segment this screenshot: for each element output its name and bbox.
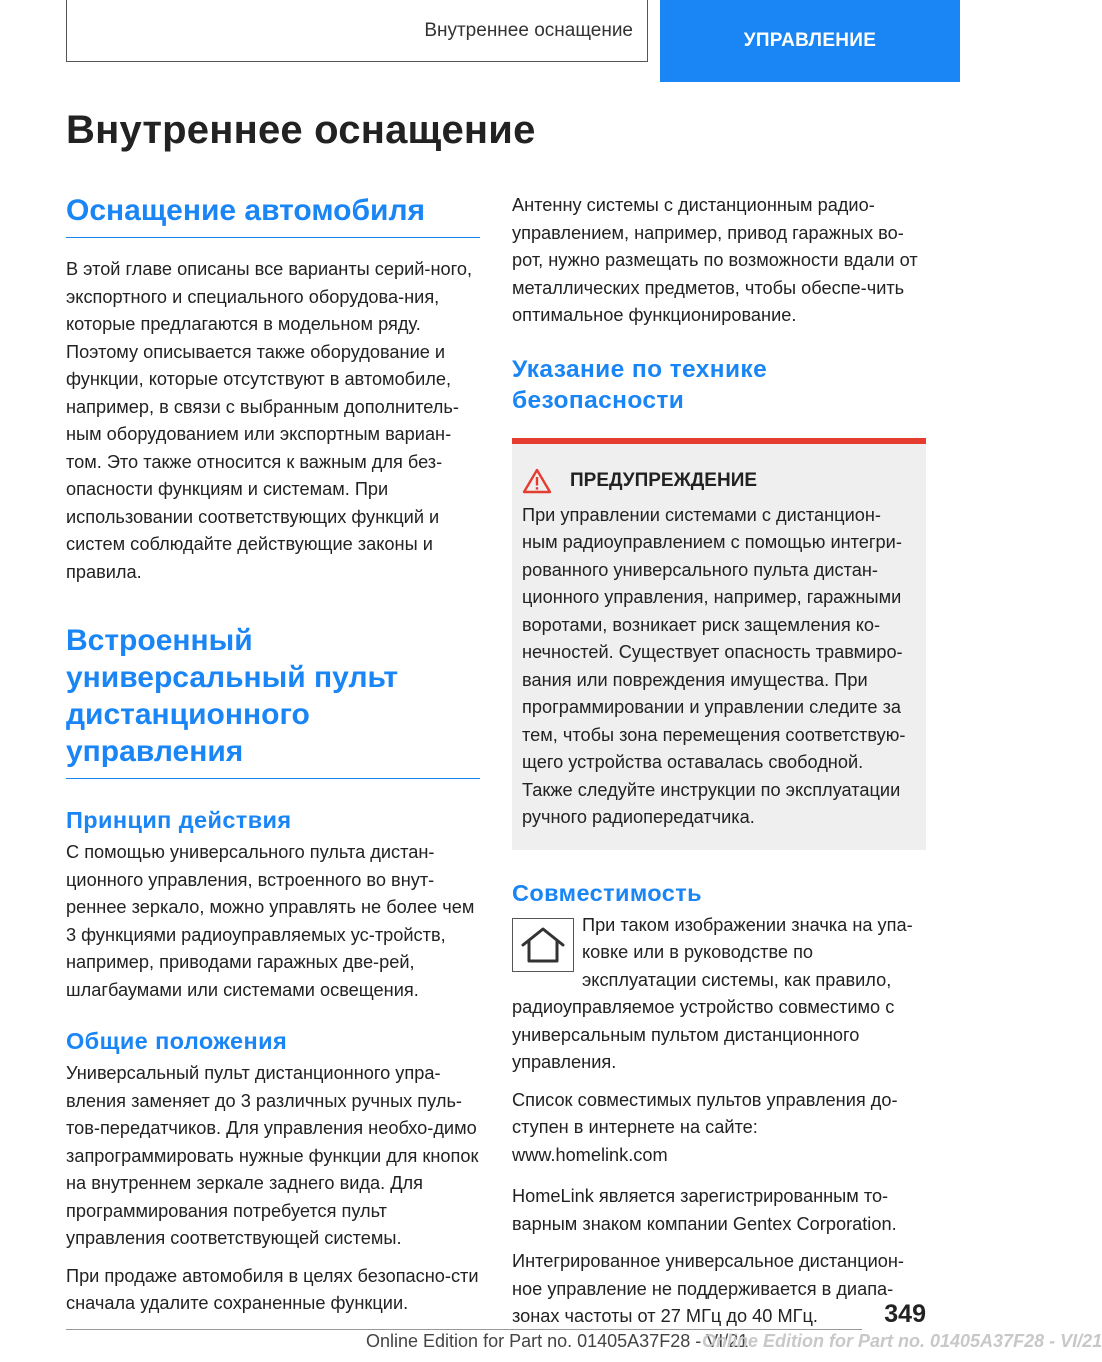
header-chapter-tab — [66, 0, 648, 62]
frequency-text: Интегрированное универсальное дистанцион-ное управление не поддерживается в диапа-зонах частоты от 27 МГц до 40 МГц. — [512, 1251, 904, 1326]
equipment-heading: Оснащение автомобиля — [66, 192, 480, 238]
homelink-url[interactable]: www.homelink.com — [512, 1144, 668, 1165]
page-title: Внутреннее оснащение — [66, 108, 536, 152]
left-column — [66, 192, 480, 1328]
warning-triangle-icon — [522, 468, 552, 494]
footer-rule — [66, 1329, 862, 1330]
trademark-text: HomeLink является зарегистрированным то-варным знаком компании Gentex Corporation. — [512, 1186, 897, 1234]
header-chapter: Внутреннее оснащение — [424, 19, 633, 41]
page-number: 349 — [884, 1300, 926, 1328]
house-garage-icon — [512, 918, 574, 972]
footer-watermark: Online Edition for Part no. 01405A37F28 - VI/21 — [702, 1331, 1102, 1351]
antenna-text: Антенну системы с дистанционным радио-управлением, например, привод гаражных во-рот, нужно размещать по возможности вдали от металлических предметов, чтобы обеспе-чить оптимальное функционирование. — [512, 195, 918, 325]
house-icon — [519, 925, 567, 965]
header-section: УПРАВЛЕНИЕ — [743, 30, 877, 51]
remote-heading: Встроенный универсальный пульт дистанционного управления — [66, 622, 480, 779]
compat-heading: Совместимость — [512, 879, 702, 906]
warning-header — [522, 468, 916, 494]
general-heading: Общие положения — [66, 1028, 288, 1054]
equipment-text: В этой главе описаны все варианты серий-ного, экспортного и специального оборудова-ния, которые предлагаются в модельном ряду. Поэтому описывается также оборудование и функции, которые отсутствуют в автомобиле, например, в связи с выбранным дополнитель-ным оборудованием или экспортным вариан-том. Это также относится к важным для без-опасности функциям и системам. При использовании соответствующих функций и систем соблюдайте действующие законы и правила. — [66, 259, 473, 582]
warning-box — [512, 438, 926, 850]
list-text: Список совместимых пультов управления до-ступен в интернете на сайте: — [512, 1089, 898, 1137]
right-column — [512, 192, 926, 1341]
principle-text: С помощью универсального пульта дистан-ционного управления, встроенного во внут-реннее зеркало, можно управлять не более чем 3 функциями радиоуправляемых ус-тройств, например, приводами гаражных две-рей, шлагбаумами или системами освещения. — [66, 842, 475, 1000]
safety-heading: Указание по технике безопасности — [512, 355, 768, 414]
warning-title: ПРЕДУПРЕЖДЕНИЕ — [570, 469, 758, 491]
principle-heading: Принцип действия — [66, 807, 292, 833]
warning-text: При управлении системами с дистанцион-ным радиоуправлением с помощью интегри-рованного универсального пульта дистан-ционного управления, например, гаражными воротами, возникает риск защемления ко-нечностей. Существует опасность травмиро-вания или повреждения имущества. При программировании и управлении следите за тем, чтобы зона перемещения соответствую-щего устройства оставалась свободной. Также следуйте инструкции по эксплуатации ручного радиопередатчика. — [522, 504, 906, 827]
header-section-tab — [660, 0, 960, 82]
general-text-1: Универсальный пульт дистанционного упра-вления заменяет до 3 различных ручных пуль-тов-передатчиков. Для управления необхо-димо запрограммировать нужные функции для кнопок на внутреннем зеркале заднего вида. Для программирования потребуется пульт управления соответствующей системы. — [66, 1063, 479, 1248]
footer-edition: Online Edition for Part no. 01405A37F28 - VI/21 — [366, 1331, 749, 1351]
general-text-2: При продаже автомобиля в целях безопасно-сти сначала удалите сохраненные функции. — [66, 1265, 479, 1313]
compat-text: При таком изображении значка на упа-ковке или в руководстве по эксплуатации системы, как правило, радиоуправляемое устройство совместимо с универсальным пультом дистанционного управления. — [512, 914, 913, 1072]
